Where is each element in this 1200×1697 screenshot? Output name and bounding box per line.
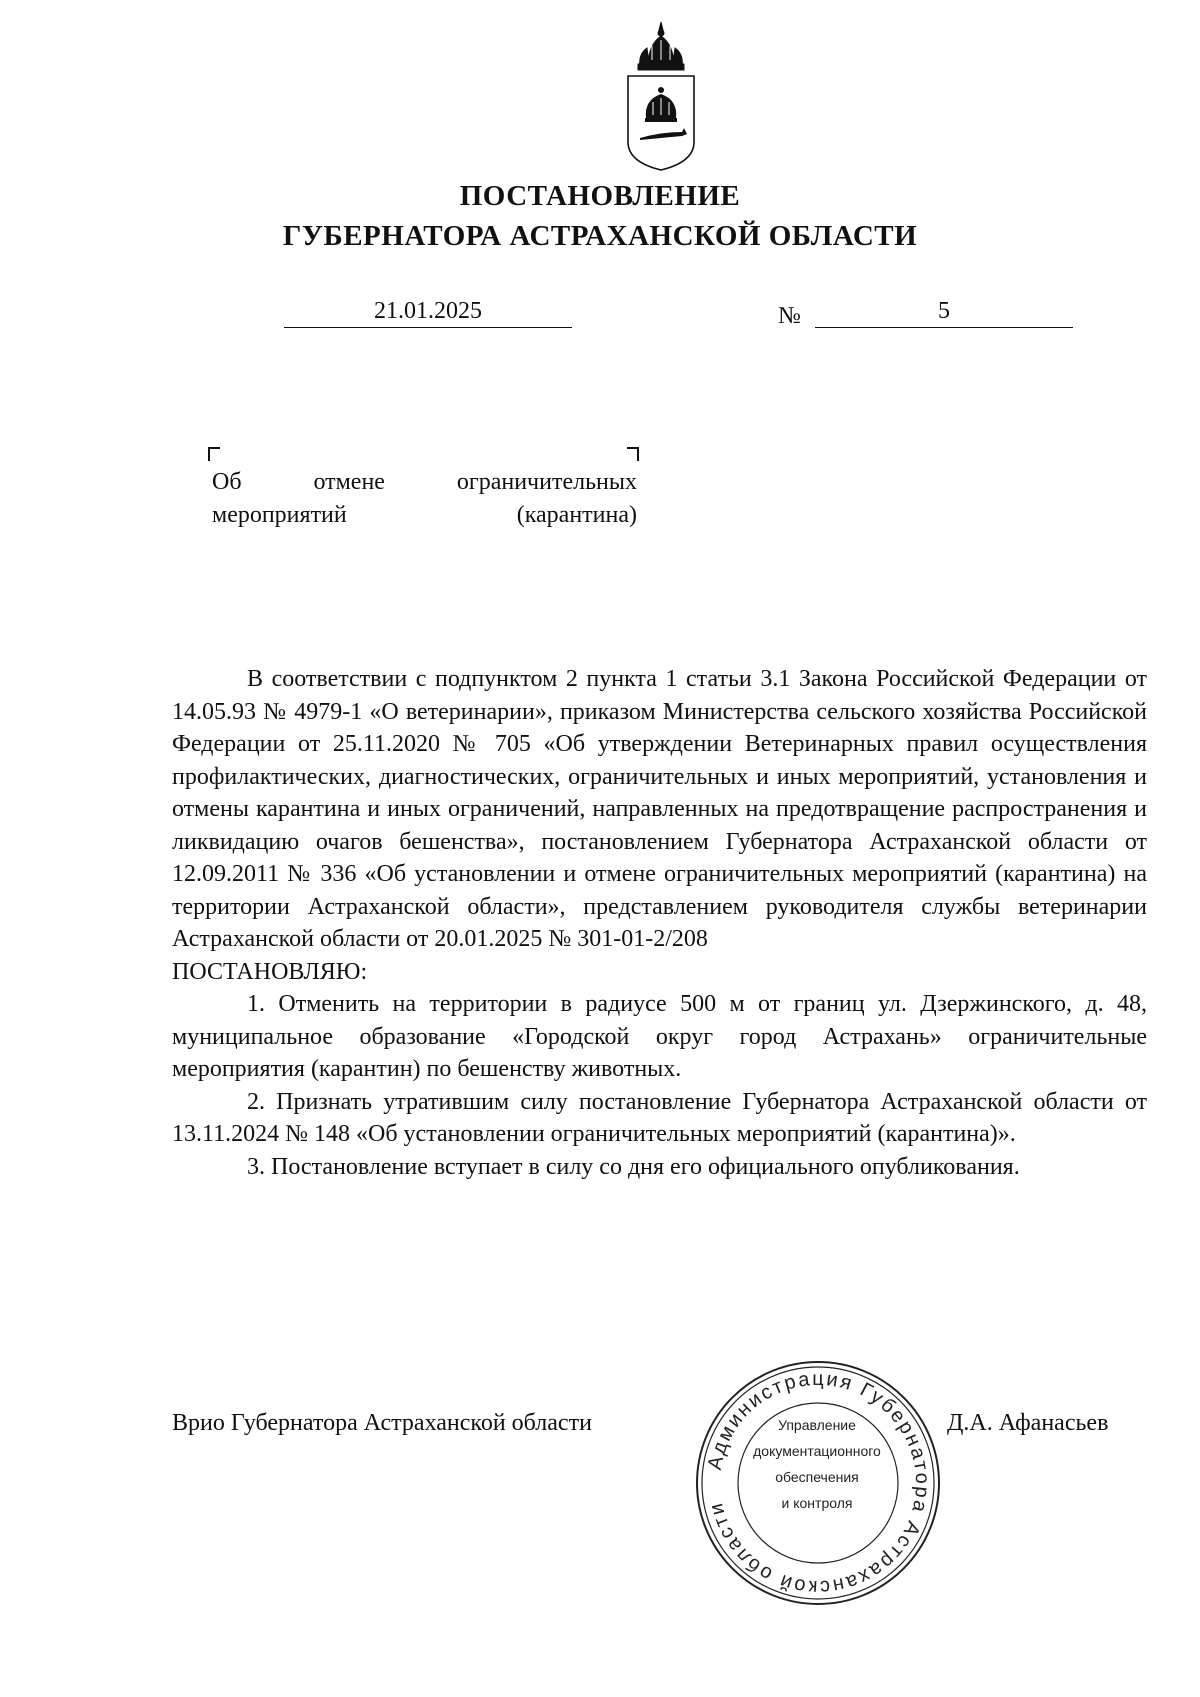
number-sign: №	[778, 303, 801, 329]
document-body	[172, 663, 1147, 1183]
signer-position: Врио Губернатора Астраханской области	[172, 1410, 592, 1436]
document-number: 5	[815, 298, 1073, 328]
subject-line-2: мероприятий (карантина)	[212, 502, 637, 528]
preamble-paragraph: В соответствии с подпунктом 2 пункта 1 статьи 3.1 Закона Российской Федерации от 14.05.93 № 4979-1 «О ветеринарии», приказом Министерства сельского хозяйства Российской Федерации от 25.11.2020 № 705 «Об утверждении Ветеринарных правил осуществления профилактических, диагностических, ограничительных и иных мероприятий, установления и отмены карантина и иных ограничений, направленных на предотвращение распространения и ликвидацию очагов бешенства», постановлением Губернатора Астраханской области от 12.09.2011 № 336 «Об установлении и отмене ограничительных мероприятий (карантина) на территории Астраханской области», представлением руководителя службы ветеринарии Астраханской области от 20.01.2025 № 301-01-2/208	[172, 666, 1147, 952]
stamp-center-line-4: и контроля	[781, 1495, 853, 1511]
document-type-title: ПОСТАНОВЛЕНИЕ	[459, 180, 741, 212]
stamp-center-line-3: обеспечения	[775, 1469, 859, 1485]
issuer-title: ГУБЕРНАТОРА АСТРАХАНСКОЙ ОБЛАСТИ	[282, 220, 918, 252]
decree-item-1: 1. Отменить на территории в радиусе 500 м от границ ул. Дзержинского, д. 48, муниципальное образование «Городской округ город Астрахань» ограничительные мероприятия (карантин) по бешенству животных.	[172, 991, 1147, 1082]
subject-corner-right	[627, 447, 639, 461]
decree-item-3: 3. Постановление вступает в силу со дня его официального опубликования.	[247, 1153, 1020, 1180]
stamp-center-text	[740, 1412, 894, 1552]
document-date: 21.01.2025	[284, 298, 572, 328]
decree-item-2: 2. Признать утратившим силу постановление Губернатора Астраханской области от 13.11.2024 № 148 «Об установлении ограничительных мероприятий (карантина)».	[172, 1088, 1147, 1147]
stamp-ring-text: Администрация Губернатора Астраханской области	[703, 1367, 934, 1599]
subject-line-1: Об отмене ограничительных	[212, 469, 637, 495]
signer-name: Д.А. Афанасьев	[947, 1410, 1109, 1436]
stamp-center-line-2: документационного	[753, 1443, 881, 1459]
document-subject	[212, 466, 637, 532]
decree-word: ПОСТАНОВЛЯЮ:	[172, 958, 368, 985]
subject-corner-left	[208, 447, 220, 461]
stamp-center-line-1: Управление	[778, 1417, 856, 1433]
coat-of-arms-emblem	[618, 20, 704, 175]
